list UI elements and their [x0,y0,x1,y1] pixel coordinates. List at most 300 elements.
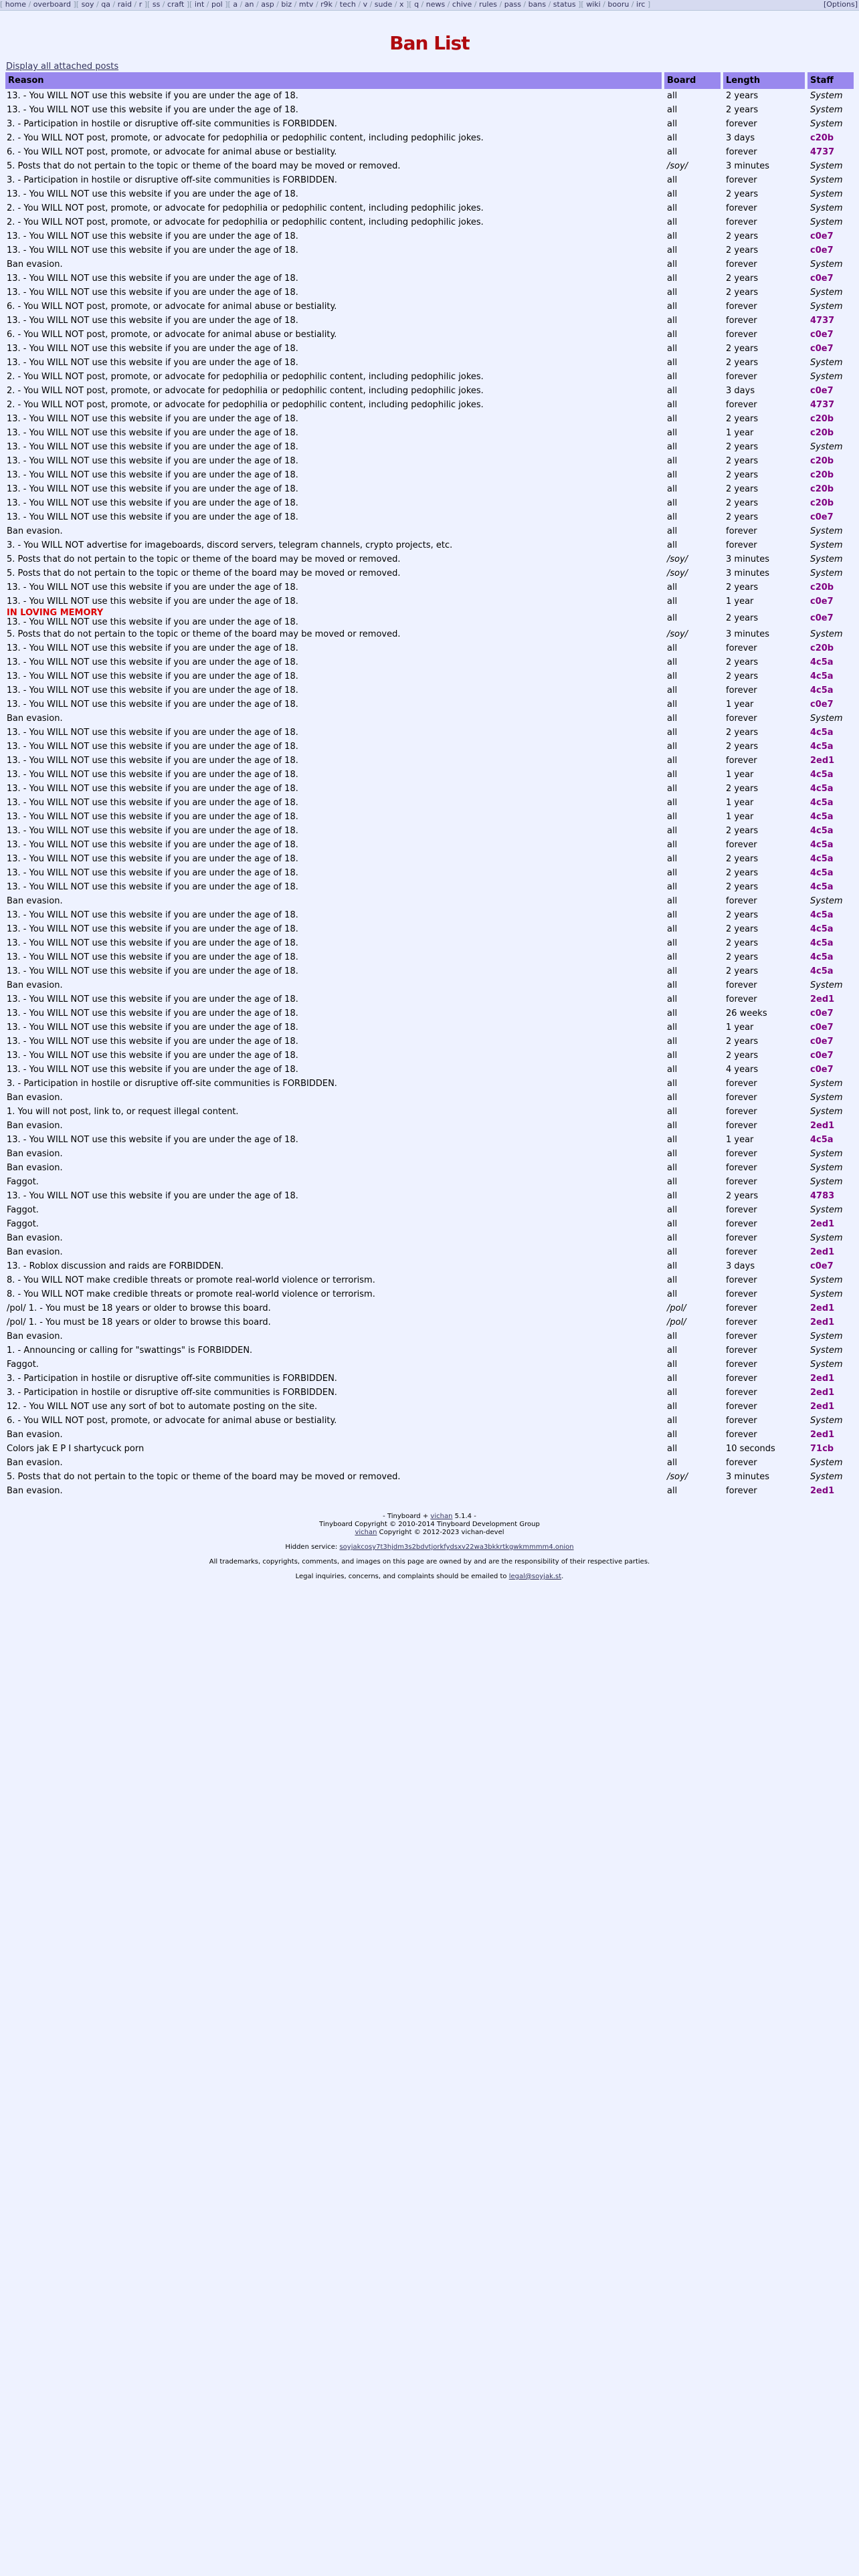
ban-length: 2 years [726,231,759,241]
ban-row [5,1119,854,1133]
ban-staff [806,580,854,595]
ban-length: 2 years [726,826,759,836]
ban-length: 2 years [726,105,759,115]
hidden-service-label: Hidden service: [285,1543,340,1551]
ban-row [5,159,854,173]
ban-row [5,145,854,159]
ban-row [5,300,854,314]
ban-length: forever [726,1233,757,1243]
ban-length: forever [726,217,757,227]
ban-board: all [667,1065,678,1075]
ban-staff [806,1245,854,1259]
ban-staff [806,510,854,524]
nav-link-tech[interactable]: tech [339,0,356,9]
ban-row [5,595,854,609]
ban-reason: 5. Posts that do not pertain to the topic or theme of the board may be moved or removed. [7,161,401,171]
ban-reason: 13. - You WILL NOT use this website if you are under the age of 18. [7,316,298,326]
ban-length: forever [726,1416,757,1426]
staff-system: System [810,1233,843,1243]
footer-line1-suffix: 5.1.4 - [452,1513,476,1520]
ban-board: all [667,700,678,710]
ban-staff [806,824,854,838]
nav-link-x[interactable]: x [399,0,404,9]
staff-system: System [810,1416,843,1426]
ban-reason: 13. - You WILL NOT use this website if you are under the age of 18. [7,742,298,752]
ban-board: /soy/ [667,1472,688,1482]
nav-bracket: [ [0,0,5,9]
ban-staff [806,159,854,173]
ban-staff [806,272,854,286]
staff-mod-id: c0e7 [810,1051,834,1061]
ban-row [5,1245,854,1259]
staff-mod-id: 4c5a [810,657,834,667]
ban-length: forever [726,643,757,653]
ban-reason: 13. - You WILL NOT use this website if you are under the age of 18. [7,657,298,667]
ban-reason: 1. - Announcing or calling for "swattings" is FORBIDDEN. [7,1346,253,1356]
ban-board: all [667,540,678,550]
ban-reason: 13. - You WILL NOT use this website if you are under the age of 18. [7,910,298,920]
staff-mod-id: c0e7 [810,231,834,241]
nav-group [409,0,581,9]
ban-length: forever [726,1430,757,1440]
ban-board: all [667,91,678,101]
ban-staff [806,1119,854,1133]
ban-reason: 8. - You WILL NOT make credible threats or promote real-world violence or terrorism. [7,1275,375,1285]
ban-staff [806,1400,854,1414]
nav-link-home[interactable]: home [5,0,26,9]
ban-reason: /pol/ 1. - You must be 18 years or older to browse this board. [7,1317,271,1327]
ban-length: forever [726,400,757,410]
nav-separator: / [445,0,452,9]
staff-system: System [810,526,843,536]
ban-reason: 5. Posts that do not pertain to the topic or theme of the board may be moved or removed. [7,1472,401,1482]
staff-system: System [810,568,843,578]
ban-staff [806,201,854,215]
staff-system: System [810,629,843,639]
ban-reason: 13. - You WILL NOT use this website if you are under the age of 18. [7,868,298,878]
nav-link-bans[interactable]: bans [528,0,547,9]
nav-separator: / [94,0,102,9]
ban-length: 26 weeks [726,1008,767,1018]
nav-link-chive[interactable]: chive [452,0,472,9]
nav-link-r9k[interactable]: r9k [320,0,333,9]
ban-staff [806,641,854,655]
legal-email-link[interactable]: legal@soyjak.st [508,1573,562,1580]
ban-staff [806,215,854,229]
ban-reason: 13. - You WILL NOT use this website if you are under the age of 18. [7,442,298,452]
ban-row [5,426,854,440]
ban-board: all [667,1416,678,1426]
ban-reason: 13. - You WILL NOT use this website if you are under the age of 18. [7,700,298,710]
ban-row [5,328,854,342]
ban-board: all [667,1205,678,1215]
ban-length: 3 minutes [726,1472,770,1482]
staff-mod-id: c0e7 [810,1261,834,1271]
ban-row [5,712,854,726]
ban-length: forever [726,1346,757,1356]
display-attached-posts-link[interactable]: Display all attached posts [6,62,119,72]
ban-length: forever [726,685,757,695]
ban-reason: 13. - You WILL NOT use this website if you are under the age of 18. [7,966,298,976]
ban-board: all [667,498,678,508]
ban-board: all [667,896,678,906]
staff-system: System [810,714,843,724]
staff-system: System [810,302,843,312]
header-board[interactable]: Board [663,72,722,89]
ban-board: all [667,456,678,466]
ban-row [5,1329,854,1344]
nav-link-qa[interactable]: qa [101,0,110,9]
ban-reason: Ban evasion. [7,980,63,990]
ban-row [5,1414,854,1428]
ban-row [5,356,854,370]
ban-board: all [667,1023,678,1033]
ban-reason: Ban evasion. [7,1093,63,1103]
ban-length: forever [726,1275,757,1285]
ban-staff [806,552,854,566]
staff-system: System [810,1149,843,1159]
ban-staff [806,426,854,440]
staff-mod-id: 2ed1 [810,1374,835,1384]
nav-link-biz[interactable]: biz [281,0,292,9]
ban-staff [806,908,854,922]
ban-length: 1 year [726,798,754,808]
nav-separator: / [419,0,426,9]
nav-separator: / [25,0,33,9]
ban-row [5,510,854,524]
staff-mod-id: c0e7 [810,597,834,607]
ban-reason: 13. - You WILL NOT use this website if you are under the age of 18. [7,189,298,199]
nav-separator: / [497,0,504,9]
nav-separator: / [237,0,245,9]
staff-mod-id: 4c5a [810,728,834,738]
nav-bracket: [ [409,0,415,9]
footer-tinyboard-copyright: Tinyboard Copyright © 2010-2014 Tinyboard Development Group [319,1521,540,1528]
nav-link-asp[interactable]: asp [261,0,274,9]
ban-staff [806,609,854,627]
ban-board: all [667,613,678,623]
ban-row [5,1175,854,1189]
ban-reason: Ban evasion. [7,1458,63,1468]
ban-board: /soy/ [667,568,688,578]
ban-board: all [667,770,678,780]
ban-row [5,384,854,398]
staff-system: System [810,1289,843,1299]
nav-bracket: [ [76,0,82,9]
nav-separator: / [472,0,479,9]
ban-length: 1 year [726,597,754,607]
ban-board: all [667,756,678,766]
ban-length: forever [726,302,757,312]
nav-link-mtv[interactable]: mtv [298,0,314,9]
staff-mod-id: 4c5a [810,966,834,976]
ban-row [5,992,854,1006]
ban-staff [806,1329,854,1344]
ban-row [5,936,854,950]
ban-row [5,117,854,131]
ban-row [5,669,854,683]
ban-reason: Ban evasion. [7,1149,63,1159]
staff-mod-id: 4c5a [810,840,834,850]
ban-staff [806,1470,854,1484]
ban-reason: 13. - You WILL NOT use this website if you are under the age of 18. [7,582,298,593]
reason-text: 13. - You WILL NOT use this website if you are under the age of 18. [7,617,298,627]
ban-reason: 3. - You WILL NOT advertise for imageboards, discord servers, telegram channels, crypto projects, etc. [7,540,453,550]
ban-reason: Colors jak E P I shartycuck porn [7,1444,145,1454]
header-staff[interactable]: Staff [806,72,854,89]
staff-system: System [810,1093,843,1103]
staff-mod-id: 4c5a [810,685,834,695]
ban-staff [806,566,854,580]
ban-staff [806,768,854,782]
staff-mod-id: 4c5a [810,671,834,681]
ban-length: forever [726,1317,757,1327]
staff-mod-id: c0e7 [810,613,834,623]
nav-link-r[interactable]: r [138,0,142,9]
ban-staff [806,257,854,272]
nav-link-news[interactable]: news [425,0,446,9]
ban-row [5,1372,854,1386]
ban-length: forever [726,1093,757,1103]
staff-mod-id: c20b [810,498,834,508]
ban-row [5,1217,854,1231]
ban-board: all [667,924,678,934]
ban-staff [806,950,854,964]
ban-row [5,1301,854,1315]
ban-row [5,1133,854,1147]
ban-reason: 13. - You WILL NOT use this website if you are under the age of 18. [7,1191,298,1201]
nav-link-wiki[interactable]: wiki [586,0,601,9]
header-length[interactable]: Length [722,72,806,89]
ban-reason: Faggot. [7,1205,39,1215]
ban-length: 2 years [726,882,759,892]
nav-link-soy[interactable]: soy [81,0,94,9]
options-link[interactable]: [Options] [823,0,858,9]
nav-separator: / [392,0,399,9]
nav-link-v[interactable]: v [363,0,368,9]
ban-staff [806,243,854,257]
staff-mod-id: c0e7 [810,512,834,522]
nav-link-a[interactable]: a [233,0,238,9]
ban-board: all [667,1430,678,1440]
ban-length: 2 years [726,498,759,508]
ban-row [5,370,854,384]
ban-length: forever [726,1247,757,1257]
staff-mod-id: 4c5a [810,854,834,864]
staff-system: System [810,203,843,213]
ban-board: all [667,1346,678,1356]
ban-board: all [667,1458,678,1468]
ban-row [5,908,854,922]
ban-board: all [667,868,678,878]
ban-row [5,314,854,328]
staff-mod-id: 2ed1 [810,756,835,766]
staff-system: System [810,358,843,368]
ban-staff [806,454,854,468]
nav-link-pass[interactable]: pass [504,0,521,9]
staff-system: System [810,1079,843,1089]
ban-list-table [5,72,854,1498]
nav-link-overboard[interactable]: overboard [33,0,71,9]
ban-staff [806,1105,854,1119]
onion-link[interactable]: soyjakcosy7t3hjdm3s2bdvtjorkfydsxv22wa3bkkrtkgwkmmmm4.onion [339,1543,574,1551]
ban-board: all [667,526,678,536]
ban-staff [806,655,854,669]
legal-label: Legal inquiries, concerns, and complaints should be emailed to [295,1573,509,1580]
nav-link-int[interactable]: int [194,0,205,9]
ban-row [5,1231,854,1245]
ban-board: all [667,1177,678,1187]
nav-link-status[interactable]: status [553,0,576,9]
ban-row [5,566,854,580]
ban-staff [806,978,854,992]
ban-length: forever [726,147,757,157]
ban-reason: 2. - You WILL NOT post, promote, or advocate for pedophilia or pedophilic content, including pedophilic jokes. [7,133,484,143]
ban-reason: 5. Posts that do not pertain to the topic or theme of the board may be moved or removed. [7,568,401,578]
ban-length: forever [726,316,757,326]
ban-row [5,468,854,482]
ban-board: all [667,1261,678,1271]
nav-link-pol[interactable]: pol [211,0,223,9]
ban-reason: 6. - You WILL NOT post, promote, or advocate for animal abuse or bestiality. [7,330,337,340]
staff-system: System [810,1205,843,1215]
ban-reason: 13. - You WILL NOT use this website if you are under the age of 18. [7,498,298,508]
ban-board: all [667,400,678,410]
nav-link-craft[interactable]: craft [167,0,185,9]
nav-link-rules[interactable]: rules [478,0,498,9]
vichan-devel-link[interactable]: vichan [355,1529,377,1536]
staff-system: System [810,554,843,564]
ban-reason: 13. - You WILL NOT use this website if you are under the age of 18. [7,512,298,522]
ban-board: all [667,1486,678,1496]
ban-staff [806,496,854,510]
ban-reason: 13. - You WILL NOT use this website if you are under the age of 18. [7,1135,298,1145]
ban-reason: Ban evasion. [7,1121,63,1131]
nav-group [228,0,409,9]
nav-bracket: ] [403,0,409,9]
ban-length: forever [726,1374,757,1384]
ban-row [5,342,854,356]
staff-mod-id: 4c5a [810,770,834,780]
ban-row [5,1442,854,1456]
nav-group [0,0,76,9]
ban-length: 2 years [726,1037,759,1047]
ban-row [5,796,854,810]
ban-board: all [667,966,678,976]
ban-length: 2 years [726,613,759,623]
ban-length: 2 years [726,414,759,424]
ban-length: 2 years [726,245,759,255]
header-reason[interactable]: Reason [5,72,663,89]
legal-suffix: . [561,1573,564,1580]
ban-board: all [667,854,678,864]
ban-row [5,978,854,992]
nav-link-sude[interactable]: sude [374,0,393,9]
ban-reason: Ban evasion. [7,526,63,536]
ban-row [5,1049,854,1063]
ban-length: 4 years [726,1065,759,1075]
nav-link-ss[interactable]: ss [152,0,161,9]
ban-reason: Ban evasion. [7,1331,63,1341]
ban-board: all [667,980,678,990]
ban-length: 2 years [726,456,759,466]
staff-mod-id: 2ed1 [810,994,835,1004]
ban-board: all [667,133,678,143]
ban-length: 2 years [726,924,759,934]
ban-row [5,1035,854,1049]
ban-board: all [667,1079,678,1089]
ban-reason: 13. - You WILL NOT use this website if you are under the age of 18. [7,671,298,681]
footer-line1-prefix: - Tinyboard + [383,1513,431,1520]
ban-row [5,1063,854,1077]
ban-staff [806,300,854,314]
ban-reason: Ban evasion. [7,1486,63,1496]
staff-mod-id: 4c5a [810,952,834,962]
nav-link-booru[interactable]: booru [607,0,630,9]
ban-board: all [667,330,678,340]
ban-row [5,950,854,964]
ban-board: all [667,274,678,284]
nav-link-q[interactable]: q [414,0,419,9]
nav-separator: / [292,0,299,9]
top-nav-bar [0,0,859,11]
ban-reason: Ban evasion. [7,1247,63,1257]
ban-staff [806,1021,854,1035]
ban-staff [806,1006,854,1021]
ban-row [5,852,854,866]
staff-system: System [810,1163,843,1173]
ban-board: all [667,1037,678,1047]
ban-reason: 8. - You WILL NOT make credible threats or promote real-world violence or terrorism. [7,1289,375,1299]
nav-link-raid[interactable]: raid [117,0,132,9]
ban-length: 2 years [726,938,759,948]
ban-staff [806,524,854,538]
ban-length: forever [726,1079,757,1089]
ban-staff [806,356,854,370]
staff-mod-id: c0e7 [810,274,834,284]
nav-link-an[interactable]: an [244,0,254,9]
staff-mod-id: 4c5a [810,826,834,836]
ban-length: forever [726,1149,757,1159]
ban-reason: 12. - You WILL NOT use any sort of bot to automate posting on the site. [7,1402,318,1412]
ban-reason: 3. - Participation in hostile or disruptive off-site communities is FORBIDDEN. [7,119,337,129]
nav-separator: / [274,0,282,9]
ban-reason: 13. - You WILL NOT use this website if you are under the age of 18. [7,952,298,962]
staff-system: System [810,119,843,129]
ban-staff [806,145,854,159]
ban-board: /soy/ [667,554,688,564]
ban-staff [806,1442,854,1456]
ban-reason: 13. - You WILL NOT use this website if you are under the age of 18. [7,685,298,695]
ban-board: all [667,728,678,738]
staff-system: System [810,1107,843,1117]
ban-staff [806,1315,854,1329]
ban-staff [806,103,854,117]
ban-board: all [667,1093,678,1103]
ban-reason: 13. - You WILL NOT use this website if you are under the age of 18. [7,756,298,766]
ban-reason: 13. - You WILL NOT use this website if you are under the age of 18. [7,470,298,480]
vichan-link[interactable]: vichan [430,1513,453,1520]
ban-board: all [667,798,678,808]
ban-staff [806,782,854,796]
ban-row [5,103,854,117]
ban-reason: Ban evasion. [7,896,63,906]
nav-link-irc[interactable]: irc [636,0,646,9]
ban-row [5,1358,854,1372]
staff-mod-id: 4737 [810,316,835,326]
ban-length: forever [726,1331,757,1341]
ban-length: forever [726,896,757,906]
